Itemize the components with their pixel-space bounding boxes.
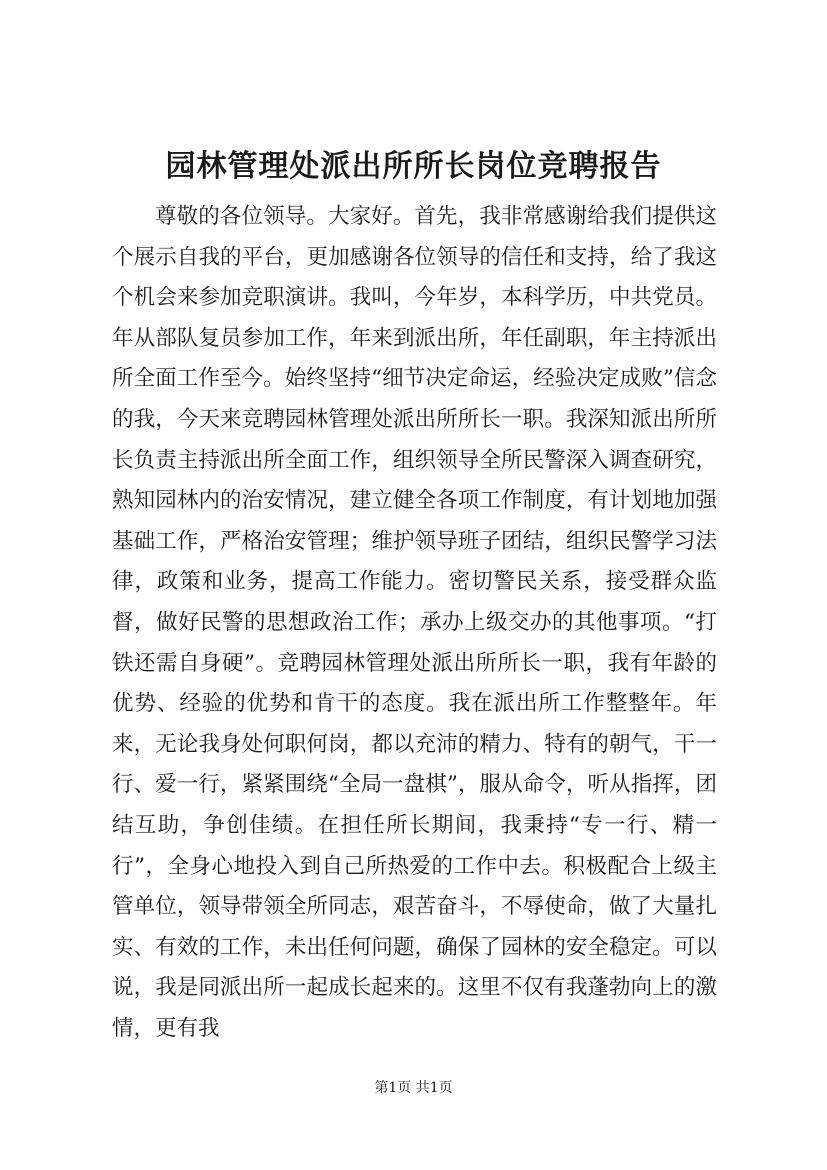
document-title: 园林管理处派出所所长岗位竞聘报告 <box>165 149 662 184</box>
document-body-paragraph: 尊敬的各位领导。大家好。首先，我非常感谢给我们提供这个展示自我的平台，更加感谢各位领导的信任和支持，给了我这个机会来参加竞职演讲。我叫，今年岁，本科学历，中共党员。年从部队复员参加工作，年来到派出所，年任副职，年主持派出所全面工作至今。始终坚持“细节决定命运，经验决定成败”信念的我，今天来竞聘园林管理处派出所所长一职。我深知派出所所长负责主持派出所全面工作，组织领导全所民警深入调查研究，熟知园林内的治安情况，建立健全各项工作制度，有计划地加强基础工作，严格治安管理；维护领导班子团结，组织民警学习法律，政策和业务，提高工作能力。密切警民关系，接受群众监督，做好民警的思想政治工作；承办上级交办的其他事项。“打铁还需自身硬”。竞聘园林管理处派出所所长一职，我有年龄的优势、经验的优势和肯干的态度。我在派出所工作整整年。年来，无论我身处何职何岗，都以充沛的精力、特有的朝气，干一行、爱一行，紧紧围绕“全局一盘棋”，服从命令，听从指挥，团结互助，争创佳绩。在担任所长期间，我秉持“专一行、精一行”，全身心地投入到自己所热爱的工作中去。积极配合上级主管单位，领导带领全所同志，艰苦奋斗，不辱使命，做了大量扎实、有效的工作，未出任何问题，确保了园林的安全稳定。可以说，我是同派出所一起成长起来的。这里不仅有我蓬勃向上的激情，更有我 <box>112 204 717 1041</box>
page-number-footer: 第1页 共1页 <box>374 1080 453 1096</box>
